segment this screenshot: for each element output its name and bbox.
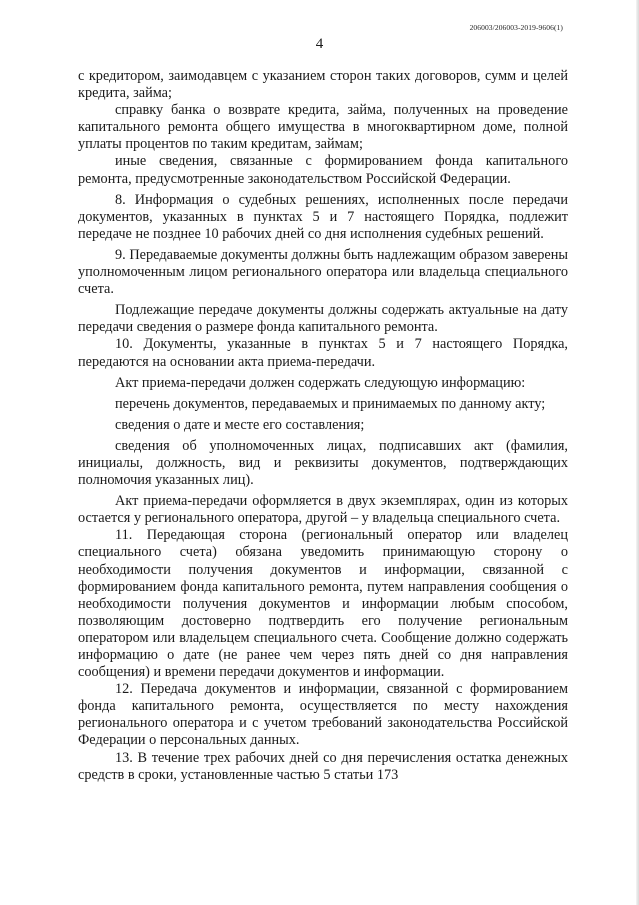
paragraph-item-10: 10. Документы, указанные в пунктах 5 и 7 настоящего Порядка, передаются на основании акта приема-передачи. [78,336,568,370]
paragraph-item-8: 8. Информация о судебных решениях, исполненных после передачи документов, указанных в пунктах 5 и 7 настоящего Порядка, подлежит передаче не позднее 10 рабочих дней со дня исполнения судебных решений. [78,191,568,242]
paragraph-bank-certificate: справку банка о возврате кредита, займа, полученных на проведение капитального ремонта общего имущества в многоквартирном доме, полной уплаты процентов по таким кредитам, займам; [78,102,568,153]
paragraph-document-list: перечень документов, передаваемых и принимаемых по данному акту; [115,395,546,412]
paragraph-date-place: сведения о дате и месте его составления; [115,416,365,433]
paragraph-item-13: 13. В течение трех рабочих дней со дня перечисления остатка денежных средств в сроки, установленные частью 5 статьи 173 [78,749,568,783]
paragraph-other-info: иные сведения, связанные с формированием фонда капитального ремонта, предусмотренные законодательством Российской Федерации. [78,153,568,187]
paragraph-item-9: 9. Передаваемые документы должны быть надлежащим образом заверены уполномоченным лицом регионального оператора или владельца специального счета. [78,246,568,298]
paragraph-item-11: 11. Передающая сторона (региональный оператор или владелец специального счета) обязана уведомить принимающую сторону о необходимости получения документов и информации, связанной с формированием фонда капитального ремонта, путем направления сообщения о необходимости получения документов и информации любым способом, позволяющим достоверно подтвердить его получение региональным оператором или владельцем специального счета. Сообщение должно содержать информацию о дате (не ранее чем через пять дней со дня направления сообщения) и времени передачи документов и информации. [78,527,568,681]
paragraph-authorized-persons: сведения об уполномоченных лицах, подписавших акт (фамилия, инициалы, должность, вид и реквизиты документов, подтверждающих полномочия указанных лиц). [78,437,568,489]
paragraph-actual-info: Подлежащие передаче документы должны содержать актуальные на дату передачи сведения о размере фонда капитального ремонта. [78,302,568,336]
paragraph-loan-parties: с кредитором, заимодавцем с указанием сторон таких договоров, сумм и целей кредита, займа; [78,68,568,102]
document-body [78,68,568,784]
paragraph-act-contents: Акт приема-передачи должен содержать следующую информацию: [115,374,526,391]
paragraph-item-12: 12. Передача документов и информации, связанной с формированием фонда капитального ремонта, осуществляется по месту нахождения регионального оператора и с учетом требований законодательства Российской Федерации о персональных данных. [78,681,568,749]
page-number: 4 [315,36,324,52]
paragraph-two-copies: Акт приема-передачи оформляется в двух экземплярах, один из которых остается у регионального оператора, другой – у владельца специального счета. [78,493,568,527]
document-id: 206003/206003-2019-9606(1) [469,23,563,32]
